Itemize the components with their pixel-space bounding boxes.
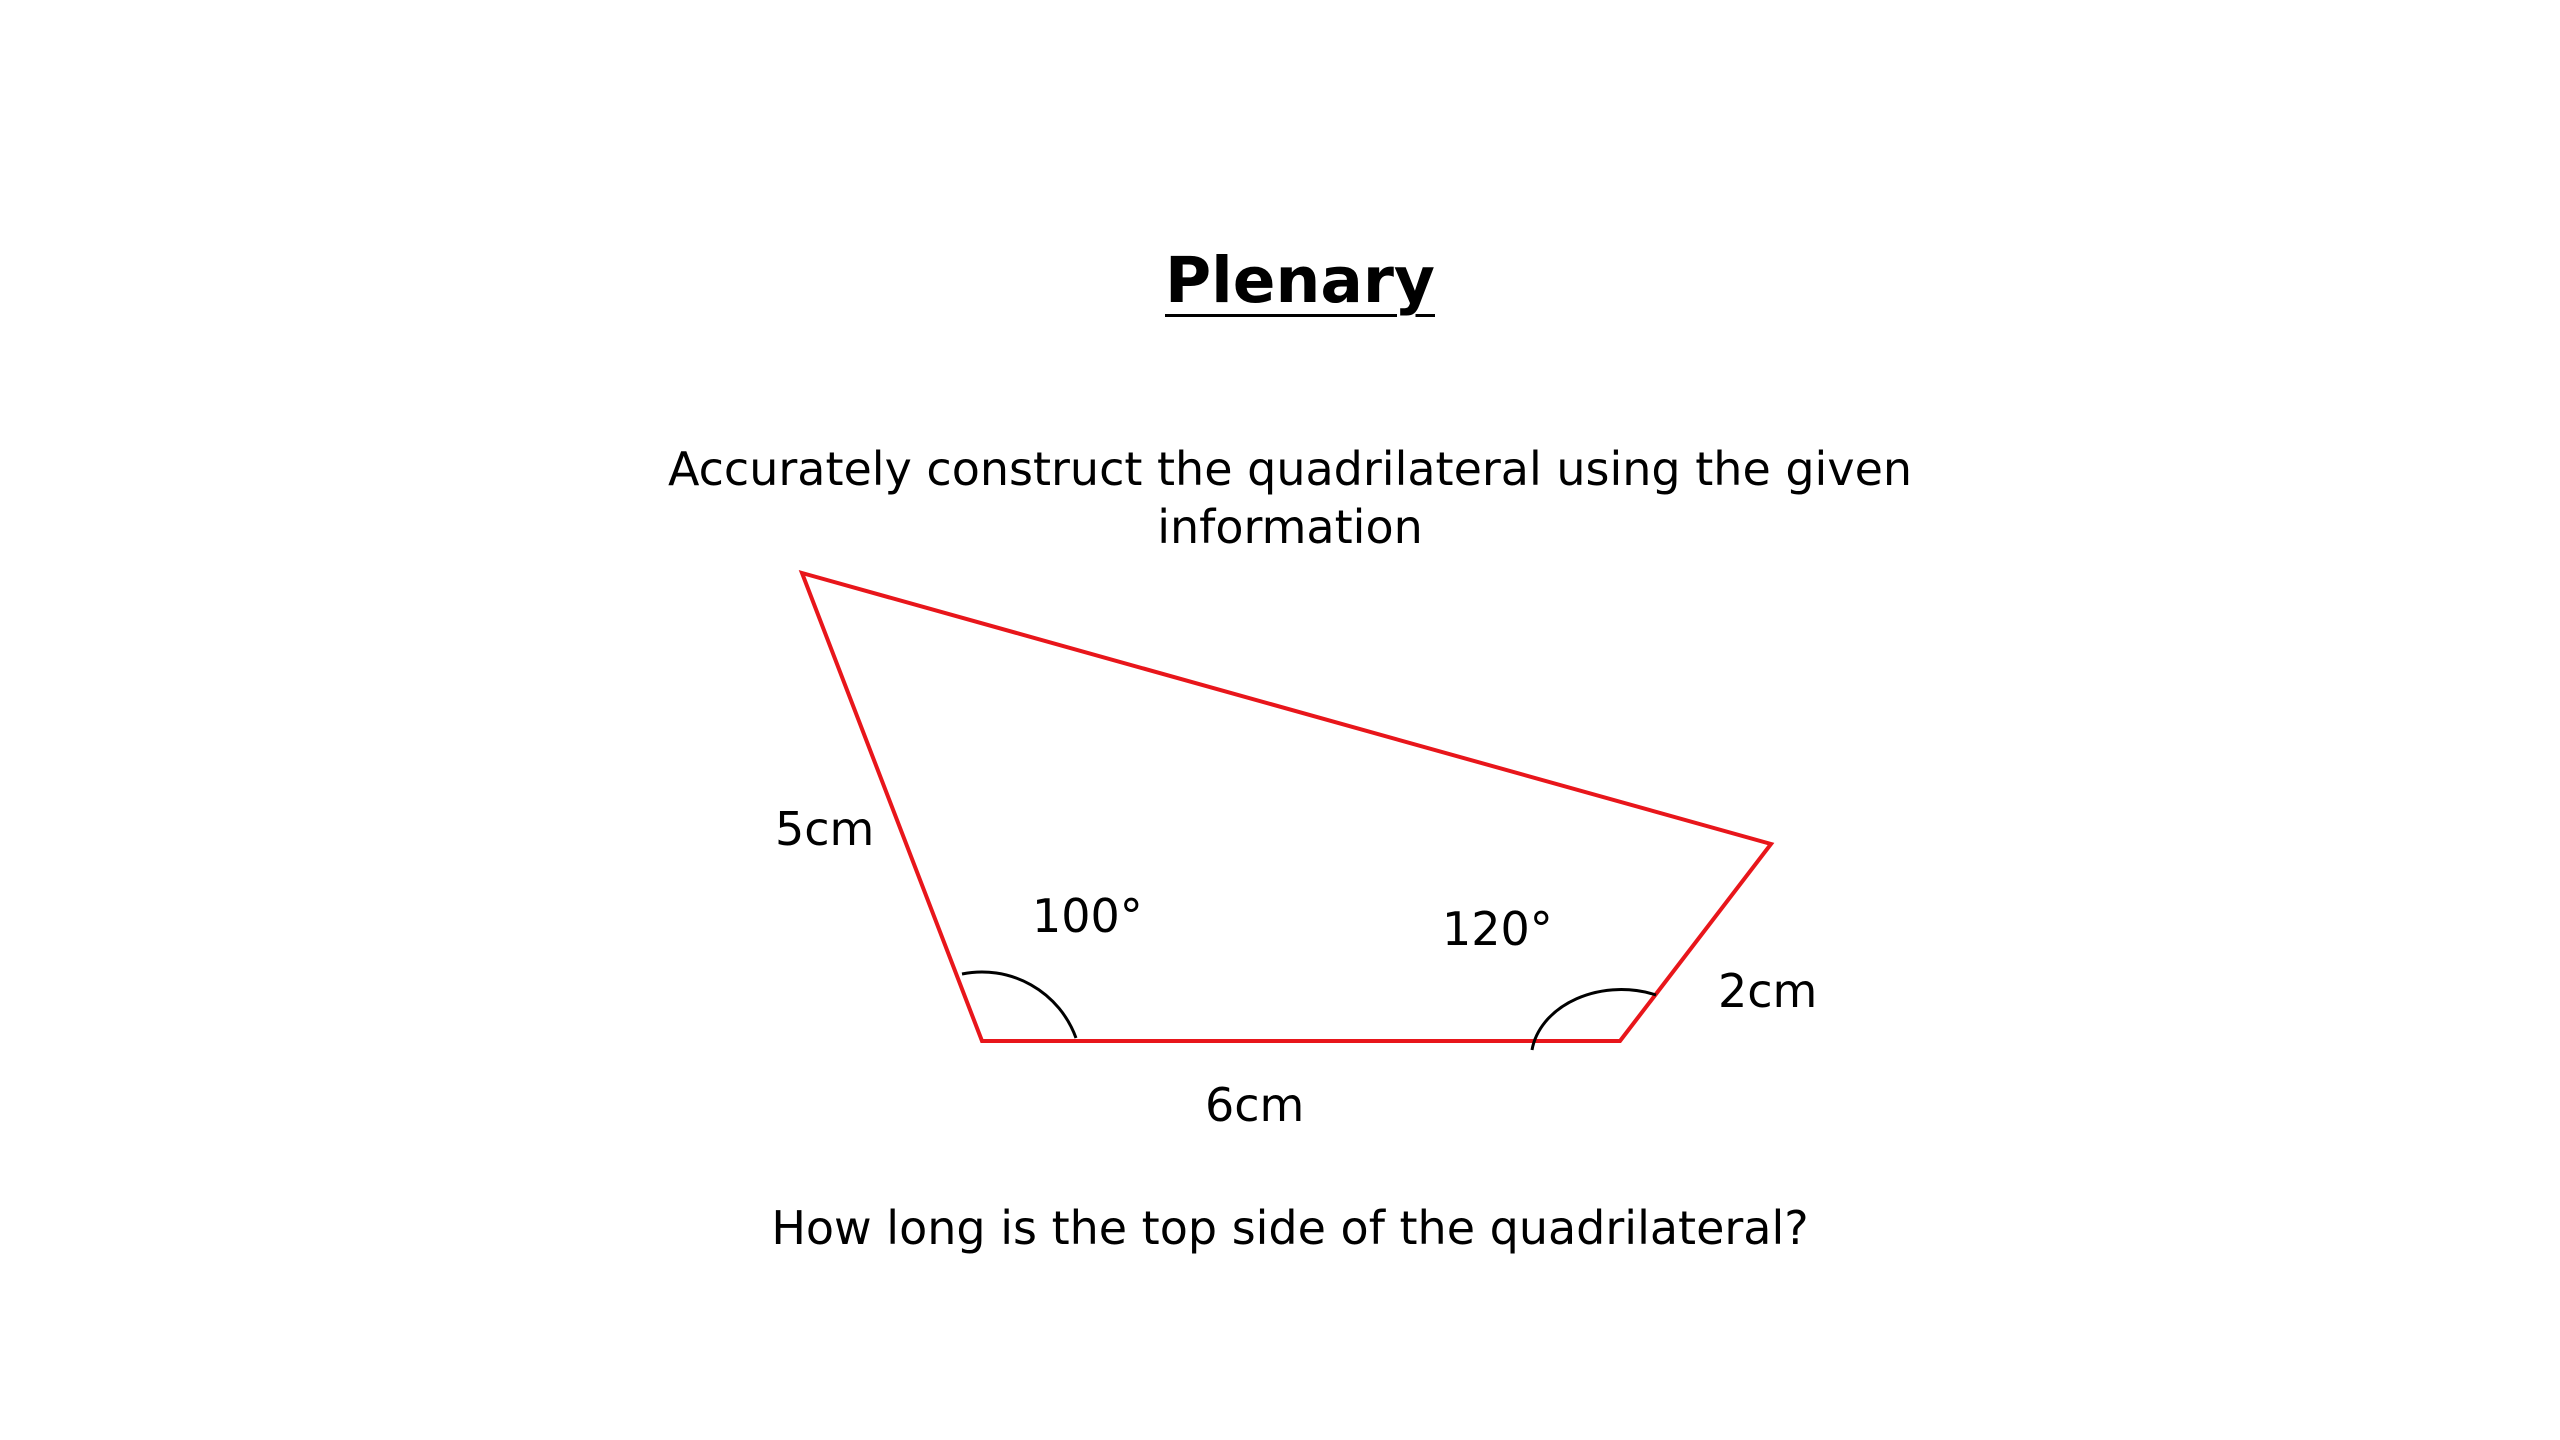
instruction-text: Accurately construct the quadrilateral using the given information <box>667 442 1913 554</box>
bottom-left-angle-label: 100° <box>1032 889 1143 943</box>
bottom-right-angle-label: 120° <box>1442 902 1553 956</box>
left-side-label: 5cm <box>775 802 875 856</box>
question-text: How long is the top side of the quadrilateral? <box>771 1201 1809 1255</box>
slide-title: Plenary <box>1165 244 1435 317</box>
bottom-side-label: 6cm <box>1205 1078 1305 1132</box>
right-side-label: 2cm <box>1718 964 1818 1018</box>
quadrilateral-outline <box>802 573 1771 1041</box>
